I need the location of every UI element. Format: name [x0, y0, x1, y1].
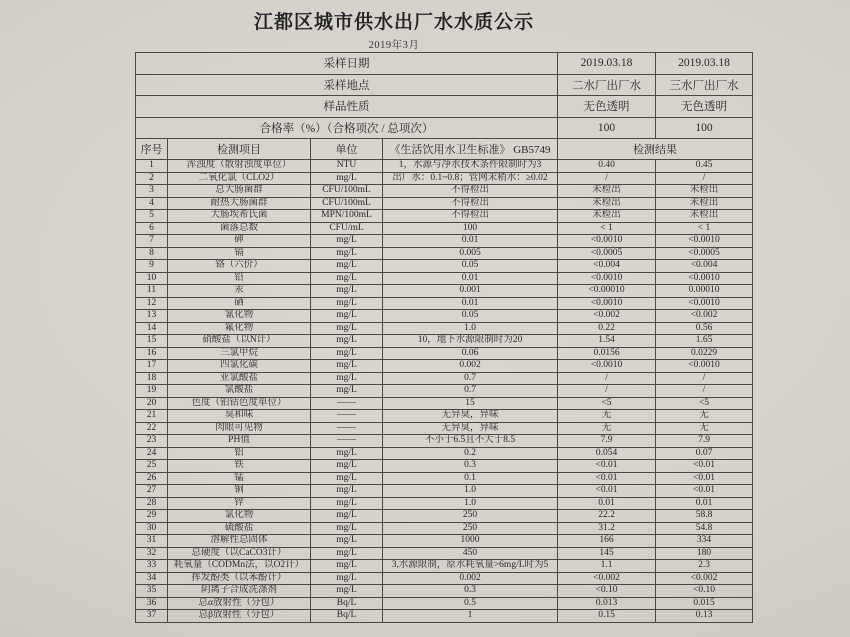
row-item-name: 二氧化氯（CLO2）	[168, 172, 311, 185]
row-standard: 1	[383, 610, 558, 623]
row-result-plant3: 0.015	[656, 597, 753, 610]
row-standard: 0.01	[383, 272, 558, 285]
summary-value-plant2: 二水厂出厂水	[558, 74, 656, 96]
row-no: 13	[136, 310, 168, 323]
row-result-plant3: 0.00010	[656, 285, 753, 298]
row-no: 29	[136, 510, 168, 523]
table-row	[136, 297, 753, 310]
row-result-plant2: <0.0010	[558, 360, 656, 373]
row-item-name: 氯酸盐	[168, 385, 311, 398]
row-result-plant2: <0.0005	[558, 247, 656, 260]
row-no: 36	[136, 597, 168, 610]
row-no: 12	[136, 297, 168, 310]
row-result-plant3: 0.01	[656, 497, 753, 510]
table-row	[136, 372, 753, 385]
row-result-plant2: /	[558, 385, 656, 398]
table-row	[136, 272, 753, 285]
row-no: 19	[136, 385, 168, 398]
row-result-plant2: 0.0156	[558, 347, 656, 360]
row-unit: ——	[311, 410, 383, 423]
row-standard: 0.005	[383, 247, 558, 260]
row-result-plant3: <0.01	[656, 472, 753, 485]
row-unit: mg/L	[311, 460, 383, 473]
row-unit: ——	[311, 435, 383, 448]
table-row	[136, 335, 753, 348]
table-row	[136, 560, 753, 573]
row-no: 25	[136, 460, 168, 473]
row-result-plant2: 0.01	[558, 497, 656, 510]
table-row	[136, 597, 753, 610]
row-result-plant2: 0.40	[558, 160, 656, 173]
row-unit: mg/L	[311, 585, 383, 598]
row-result-plant2: 0.22	[558, 322, 656, 335]
row-standard: 不得检出	[383, 185, 558, 198]
row-no: 20	[136, 397, 168, 410]
row-result-plant2: <0.10	[558, 585, 656, 598]
summary-value-plant3: 无色透明	[656, 96, 753, 118]
row-no: 2	[136, 172, 168, 185]
column-header-result: 检测结果	[558, 139, 753, 160]
row-no: 24	[136, 447, 168, 460]
column-header-item: 检测项目	[168, 139, 311, 160]
row-item-name: 铝	[168, 447, 311, 460]
table-row	[136, 485, 753, 498]
table-row	[136, 460, 753, 473]
row-result-plant3: 58.8	[656, 510, 753, 523]
row-no: 1	[136, 160, 168, 173]
table-row	[136, 285, 753, 298]
row-standard: 出厂水：0.1~0.8；管网末稍水：≥0.02	[383, 172, 558, 185]
row-no: 16	[136, 347, 168, 360]
row-unit: mg/L	[311, 572, 383, 585]
row-no: 18	[136, 372, 168, 385]
row-unit: mg/L	[311, 560, 383, 573]
row-item-name: 大肠埃希氏菌	[168, 210, 311, 223]
table-row	[136, 222, 753, 235]
column-header-no: 序号	[136, 139, 168, 160]
row-no: 28	[136, 497, 168, 510]
page-title: 江都区城市供水出厂水水质公示	[253, 12, 534, 33]
row-standard: 0.7	[383, 372, 558, 385]
row-standard: 0.2	[383, 447, 558, 460]
summary-label: 采样日期	[136, 53, 558, 75]
row-standard: 不得检出	[383, 197, 558, 210]
row-standard: 0.05	[383, 310, 558, 323]
row-item-name: 砷	[168, 235, 311, 248]
table-row	[136, 472, 753, 485]
row-unit: mg/L	[311, 385, 383, 398]
row-result-plant2: <0.01	[558, 485, 656, 498]
table-row	[136, 572, 753, 585]
row-unit: mg/L	[311, 535, 383, 548]
table-row	[136, 172, 753, 185]
row-standard: 1.0	[383, 497, 558, 510]
row-result-plant2: 166	[558, 535, 656, 548]
row-unit: ——	[311, 422, 383, 435]
row-no: 30	[136, 522, 168, 535]
row-unit: mg/L	[311, 472, 383, 485]
row-unit: mg/L	[311, 547, 383, 560]
row-unit: NTU	[311, 160, 383, 173]
row-unit: mg/L	[311, 522, 383, 535]
row-result-plant3: 未检出	[656, 210, 753, 223]
row-item-name: 铜	[168, 485, 311, 498]
row-item-name: 阴离子合成洗涤剂	[168, 585, 311, 598]
row-standard: 0.3	[383, 585, 558, 598]
row-item-name: 三氯甲烷	[168, 347, 311, 360]
row-item-name: 溶解性总固体	[168, 535, 311, 548]
row-result-plant2: /	[558, 172, 656, 185]
row-result-plant2: 22.2	[558, 510, 656, 523]
row-result-plant2: 0.013	[558, 597, 656, 610]
row-result-plant3: 2.3	[656, 560, 753, 573]
row-no: 6	[136, 222, 168, 235]
summary-value-plant3: 100	[656, 117, 753, 139]
row-standard: 0.01	[383, 297, 558, 310]
column-header-row	[136, 139, 753, 160]
row-standard: 15	[383, 397, 558, 410]
row-result-plant3: 54.8	[656, 522, 753, 535]
row-no: 22	[136, 422, 168, 435]
row-result-plant2: < 1	[558, 222, 656, 235]
row-no: 33	[136, 560, 168, 573]
summary-section	[136, 53, 753, 139]
row-unit: mg/L	[311, 235, 383, 248]
row-result-plant3: <0.01	[656, 460, 753, 473]
table-row	[136, 210, 753, 223]
summary-row	[136, 117, 753, 139]
row-unit: mg/L	[311, 272, 383, 285]
row-unit: CFU/mL	[311, 222, 383, 235]
row-no: 26	[136, 472, 168, 485]
row-unit: CFU/100mL	[311, 197, 383, 210]
row-result-plant2: 未检出	[558, 185, 656, 198]
row-unit: mg/L	[311, 247, 383, 260]
summary-label: 合格率（%）（合格项次 / 总项次）	[136, 117, 558, 139]
document-heading	[0, 7, 788, 52]
row-item-name: 臭和味	[168, 410, 311, 423]
row-result-plant2: <0.0010	[558, 272, 656, 285]
row-item-name: 硫酸盐	[168, 522, 311, 535]
summary-label: 采样地点	[136, 74, 558, 96]
row-result-plant3: /	[656, 172, 753, 185]
table-row	[136, 410, 753, 423]
row-item-name: 氯化物	[168, 510, 311, 523]
row-item-name: 四氯化碳	[168, 360, 311, 373]
summary-row	[136, 96, 753, 118]
row-item-name: 锌	[168, 497, 311, 510]
row-standard: 1000	[383, 535, 558, 548]
row-item-name: 色度（铂钴色度单位）	[168, 397, 311, 410]
row-item-name: 挥发酚类（以苯酚计）	[168, 572, 311, 585]
row-no: 7	[136, 235, 168, 248]
row-item-name: 铬（六价）	[168, 260, 311, 273]
row-result-plant3: <0.0005	[656, 247, 753, 260]
row-unit: mg/L	[311, 360, 383, 373]
table-row	[136, 185, 753, 198]
row-unit: mg/L	[311, 497, 383, 510]
row-result-plant3: 180	[656, 547, 753, 560]
row-result-plant2: 无	[558, 410, 656, 423]
column-header-unit: 单位	[311, 139, 383, 160]
row-result-plant3: 0.0229	[656, 347, 753, 360]
table-row	[136, 347, 753, 360]
summary-row	[136, 53, 753, 75]
table-row	[136, 610, 753, 623]
row-result-plant2: /	[558, 372, 656, 385]
row-result-plant2: <5	[558, 397, 656, 410]
table-row	[136, 547, 753, 560]
row-result-plant3: 0.56	[656, 322, 753, 335]
row-no: 8	[136, 247, 168, 260]
summary-value-plant2: 2019.03.18	[558, 53, 656, 75]
table-row	[136, 260, 753, 273]
row-standard: 0.002	[383, 572, 558, 585]
row-unit: mg/L	[311, 310, 383, 323]
table-row	[136, 310, 753, 323]
row-standard: 3,水源限制，原水耗氧量>6mg/L时为5	[383, 560, 558, 573]
row-unit: mg/L	[311, 322, 383, 335]
row-result-plant2: 31.2	[558, 522, 656, 535]
row-no: 35	[136, 585, 168, 598]
row-item-name: 耐热大肠菌群	[168, 197, 311, 210]
row-no: 14	[136, 322, 168, 335]
table-row	[136, 497, 753, 510]
row-no: 11	[136, 285, 168, 298]
table-row	[136, 397, 753, 410]
row-item-name: 肉眼可见物	[168, 422, 311, 435]
row-result-plant2: 未检出	[558, 210, 656, 223]
table-row	[136, 160, 753, 173]
table-row	[136, 385, 753, 398]
row-standard: 450	[383, 547, 558, 560]
row-no: 27	[136, 485, 168, 498]
row-item-name: 亚氯酸盐	[168, 372, 311, 385]
row-standard: 1.0	[383, 485, 558, 498]
summary-value-plant2: 100	[558, 117, 656, 139]
row-no: 37	[136, 610, 168, 623]
row-result-plant3: <0.0010	[656, 297, 753, 310]
row-standard: 100	[383, 222, 558, 235]
row-result-plant3: 0.45	[656, 160, 753, 173]
row-no: 32	[136, 547, 168, 560]
table-row	[136, 435, 753, 448]
row-result-plant3: 7.9	[656, 435, 753, 448]
row-no: 4	[136, 197, 168, 210]
row-result-plant2: 无	[558, 422, 656, 435]
row-item-name: 总α放射性（分包）	[168, 597, 311, 610]
row-result-plant3: 1.65	[656, 335, 753, 348]
row-result-plant3: /	[656, 385, 753, 398]
row-result-plant3: <0.004	[656, 260, 753, 273]
row-unit: mg/L	[311, 485, 383, 498]
row-result-plant3: <0.002	[656, 310, 753, 323]
row-standard: 无异臭，异味	[383, 410, 558, 423]
row-item-name: PH值	[168, 435, 311, 448]
row-result-plant3: <0.0010	[656, 360, 753, 373]
row-standard: 0.002	[383, 360, 558, 373]
table-row	[136, 535, 753, 548]
row-item-name: 氟化物	[168, 322, 311, 335]
row-item-name: 锰	[168, 472, 311, 485]
row-item-name: 汞	[168, 285, 311, 298]
row-standard: 无异臭，异味	[383, 422, 558, 435]
row-standard: 0.1	[383, 472, 558, 485]
row-result-plant3: <5	[656, 397, 753, 410]
table-row	[136, 197, 753, 210]
row-standard: 0.01	[383, 235, 558, 248]
row-result-plant2: <0.002	[558, 310, 656, 323]
row-result-plant2: <0.0010	[558, 297, 656, 310]
row-unit: MPN/100mL	[311, 210, 383, 223]
row-standard: 0.05	[383, 260, 558, 273]
row-no: 21	[136, 410, 168, 423]
row-standard: 不小于6.5且不大于8.5	[383, 435, 558, 448]
summary-value-plant3: 2019.03.18	[656, 53, 753, 75]
row-result-plant2: 1.1	[558, 560, 656, 573]
row-item-name: 耗氧量（CODMn法，以O2计）	[168, 560, 311, 573]
table-row	[136, 522, 753, 535]
row-unit: Bq/L	[311, 610, 383, 623]
row-unit: mg/L	[311, 260, 383, 273]
row-no: 23	[136, 435, 168, 448]
row-no: 31	[136, 535, 168, 548]
row-result-plant3: <0.002	[656, 572, 753, 585]
row-standard: 0.5	[383, 597, 558, 610]
summary-row	[136, 74, 753, 96]
row-result-plant3: 无	[656, 410, 753, 423]
row-standard: 0.06	[383, 347, 558, 360]
table-row	[136, 447, 753, 460]
row-unit: mg/L	[311, 285, 383, 298]
row-no: 15	[136, 335, 168, 348]
row-result-plant2: <0.002	[558, 572, 656, 585]
column-header-section	[136, 139, 753, 160]
row-no: 34	[136, 572, 168, 585]
row-no: 10	[136, 272, 168, 285]
row-result-plant3: 334	[656, 535, 753, 548]
column-header-standard: 《生活饮用水卫生标准》 GB5749	[383, 139, 558, 160]
row-item-name: 硝酸盐（以N计）	[168, 335, 311, 348]
table-row	[136, 360, 753, 373]
report-month: 2019年3月	[368, 40, 420, 51]
row-item-name: 总大肠菌群	[168, 185, 311, 198]
row-unit: mg/L	[311, 172, 383, 185]
summary-label: 样品性质	[136, 96, 558, 118]
row-result-plant2: 0.054	[558, 447, 656, 460]
row-unit: CFU/100mL	[311, 185, 383, 198]
row-standard: 0.3	[383, 460, 558, 473]
row-result-plant2: 未检出	[558, 197, 656, 210]
water-quality-table	[135, 52, 753, 623]
row-standard: 0.7	[383, 385, 558, 398]
row-result-plant2: <0.01	[558, 460, 656, 473]
row-standard: 0.001	[383, 285, 558, 298]
row-result-plant2: 145	[558, 547, 656, 560]
table-row	[136, 510, 753, 523]
row-result-plant3: 0.07	[656, 447, 753, 460]
row-item-name: 菌落总数	[168, 222, 311, 235]
summary-value-plant2: 无色透明	[558, 96, 656, 118]
table-row	[136, 247, 753, 260]
row-result-plant3: <0.10	[656, 585, 753, 598]
row-result-plant3: 0.13	[656, 610, 753, 623]
row-standard: 250	[383, 510, 558, 523]
row-result-plant3: /	[656, 372, 753, 385]
row-result-plant3: < 1	[656, 222, 753, 235]
row-result-plant3: 未检出	[656, 197, 753, 210]
row-item-name: 硒	[168, 297, 311, 310]
row-unit: mg/L	[311, 297, 383, 310]
row-unit: mg/L	[311, 510, 383, 523]
row-unit: mg/L	[311, 447, 383, 460]
table-row	[136, 585, 753, 598]
row-result-plant3: <0.0010	[656, 272, 753, 285]
row-item-name: 浑浊度（散射浊度单位）	[168, 160, 311, 173]
row-item-name: 总硬度（以CaCO3计）	[168, 547, 311, 560]
row-no: 3	[136, 185, 168, 198]
row-result-plant2: <0.0010	[558, 235, 656, 248]
row-no: 17	[136, 360, 168, 373]
row-unit: mg/L	[311, 335, 383, 348]
row-standard: 10，地下水源限制时为20	[383, 335, 558, 348]
row-standard: 1.0	[383, 322, 558, 335]
row-result-plant2: 1.54	[558, 335, 656, 348]
row-item-name: 铁	[168, 460, 311, 473]
row-result-plant2: <0.004	[558, 260, 656, 273]
row-result-plant2: <0.00010	[558, 285, 656, 298]
table-row	[136, 322, 753, 335]
table-row	[136, 235, 753, 248]
row-result-plant3: 无	[656, 422, 753, 435]
row-standard: 1，水源与净水技术条件限制时为3	[383, 160, 558, 173]
row-standard: 250	[383, 522, 558, 535]
row-result-plant2: <0.01	[558, 472, 656, 485]
table-row	[136, 422, 753, 435]
row-result-plant3: <0.0010	[656, 235, 753, 248]
row-item-name: 氰化物	[168, 310, 311, 323]
row-unit: mg/L	[311, 372, 383, 385]
row-result-plant3: <0.01	[656, 485, 753, 498]
row-unit: mg/L	[311, 347, 383, 360]
row-unit: ——	[311, 397, 383, 410]
row-result-plant3: 未检出	[656, 185, 753, 198]
data-rows-section	[136, 160, 753, 623]
summary-value-plant3: 三水厂出厂水	[656, 74, 753, 96]
row-item-name: 总β放射性（分包）	[168, 610, 311, 623]
row-standard: 不得检出	[383, 210, 558, 223]
row-unit: Bq/L	[311, 597, 383, 610]
row-no: 9	[136, 260, 168, 273]
row-result-plant2: 0.15	[558, 610, 656, 623]
row-no: 5	[136, 210, 168, 223]
row-item-name: 镉	[168, 247, 311, 260]
row-item-name: 铅	[168, 272, 311, 285]
row-result-plant2: 7.9	[558, 435, 656, 448]
